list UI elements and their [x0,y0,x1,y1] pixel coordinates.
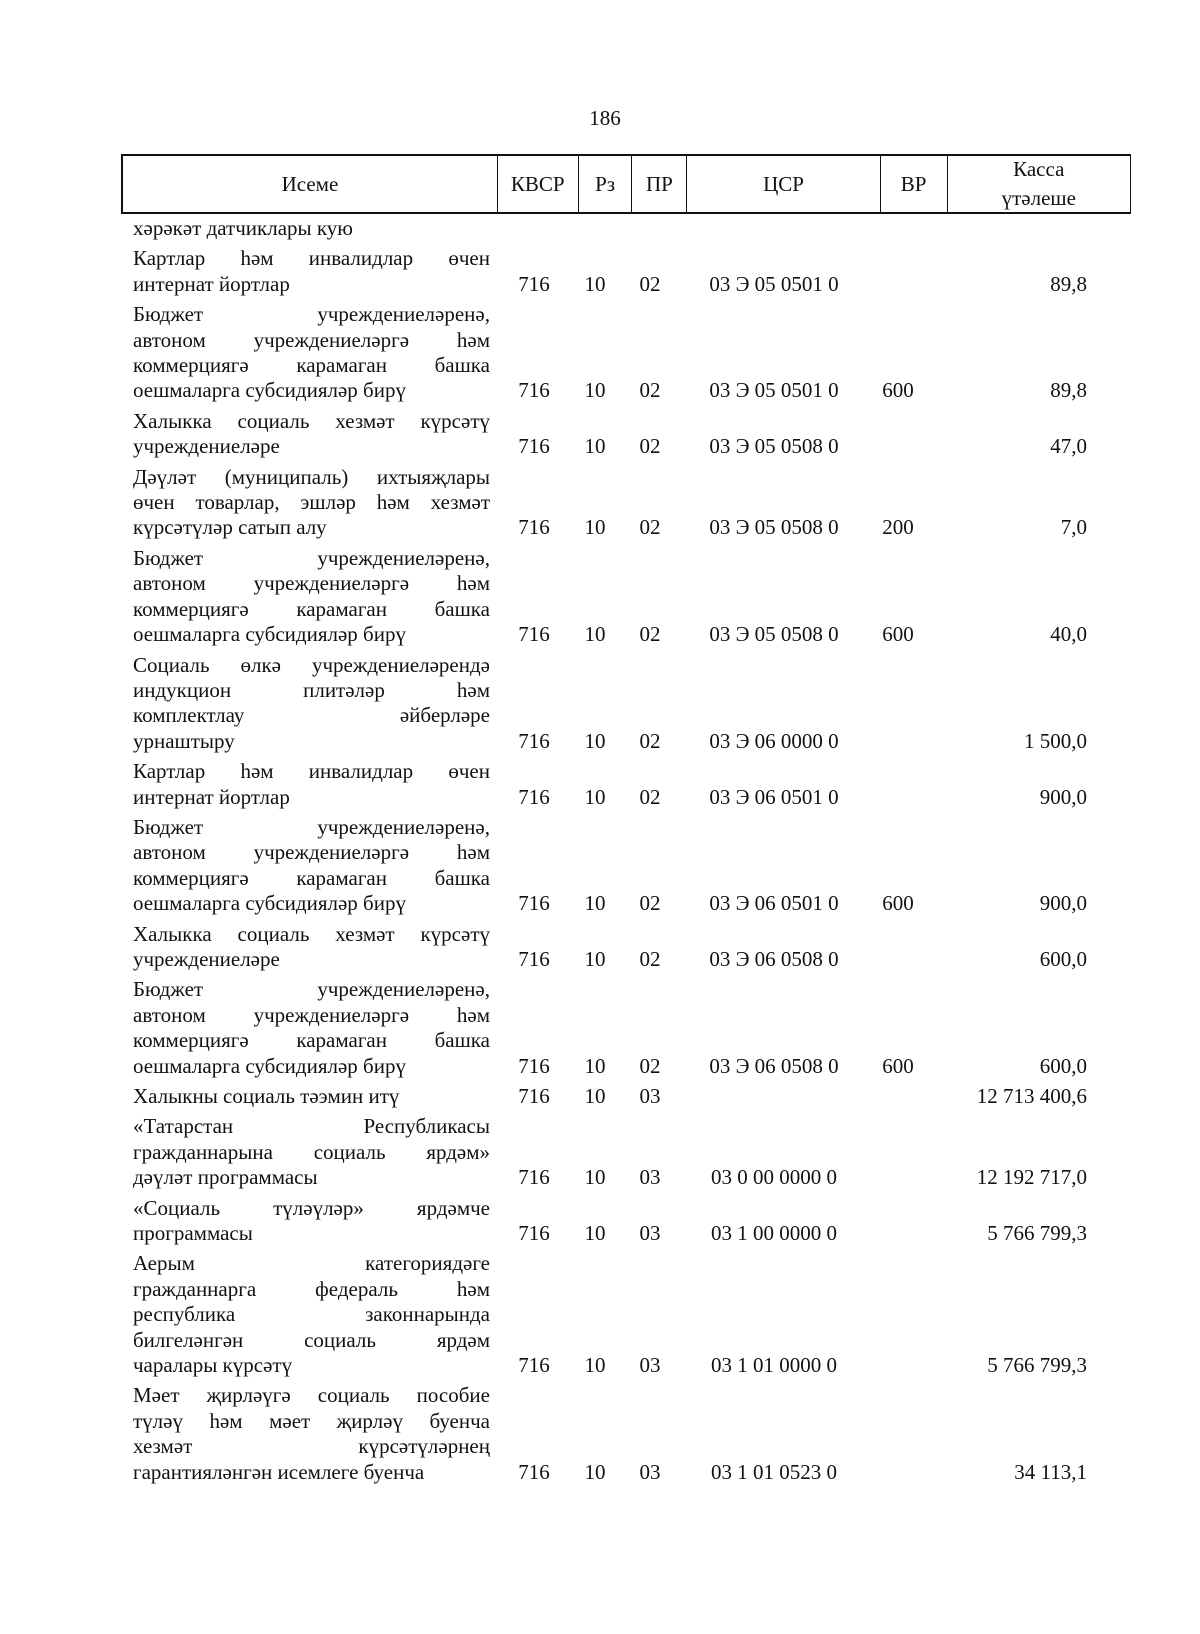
row-name-line: хезмәт күрсәтүләрнең [133,1434,490,1459]
row-name-line: гражданнарга федераль һәм [133,1276,490,1301]
row-kassa: 1 500,0 [1024,728,1087,753]
row-name-line: өчен товарлар, эшләр һәм хезмәт [133,490,490,515]
row-rz: 10 [584,378,606,403]
row-pr: 02 [639,784,661,809]
row-name [133,1084,490,1109]
row-name-line: оешмаларга субсидияләр бирү [133,1053,406,1078]
row-csr: 03 1 01 0000 0 [711,1353,837,1378]
row-kvsr: 716 [518,1053,550,1078]
row-kvsr: 716 [518,434,550,459]
row-pr: 02 [639,271,661,296]
row-csr: 03 1 00 0000 0 [711,1221,837,1246]
row-csr: 03 Э 06 0508 0 [709,1053,839,1078]
table-row [133,465,1133,541]
row-csr: 03 1 01 0523 0 [711,1459,837,1484]
row-rz: 10 [584,1353,606,1378]
row-kvsr: 716 [518,271,550,296]
row-csr: 03 0 00 0000 0 [711,1165,837,1190]
row-kvsr: 716 [518,1353,550,1378]
row-kvsr: 716 [518,946,550,971]
row-csr: 03 Э 05 0508 0 [709,434,839,459]
row-pr: 03 [639,1353,661,1378]
table-row [133,1251,1133,1378]
row-name-line: Социаль өлкә учреждениеләрендә [133,652,490,677]
row-name-line: гражданнарына социаль ярдәм» [133,1139,490,1164]
table-row [133,759,1133,810]
row-kvsr: 716 [518,784,550,809]
row-pr: 03 [639,1084,661,1108]
row-name-line: билгеләнгән социаль ярдәм [133,1327,490,1352]
column-header-kassa-line2: үтәлеше [1001,186,1076,210]
row-name-line: Халыкны социаль тәэмин итү [133,1084,400,1108]
row-name-line: Бюджет учреждениеләренә, [133,302,490,327]
table-row [133,216,1133,241]
row-name-line: оешмаларга субсидияләр бирү [133,891,406,916]
row-pr: 03 [639,1459,661,1484]
row-name-line: урнаштыру [133,728,235,753]
row-vr: 600 [882,378,914,403]
row-pr: 02 [639,378,661,403]
row-name [133,1196,490,1247]
row-csr: 03 Э 06 0501 0 [709,784,839,809]
row-vr: 200 [882,515,914,540]
row-pr: 02 [639,622,661,647]
row-name-line: түләү һәм мәет җирләү буенча [133,1408,490,1433]
row-pr: 02 [639,515,661,540]
row-kassa: 5 766 799,3 [987,1353,1087,1378]
row-pr: 02 [639,891,661,916]
column-header-csr: ЦСР [687,156,880,212]
row-vr: 600 [882,622,914,647]
row-csr: 03 Э 05 0508 0 [709,515,839,540]
row-vr: 600 [882,891,914,916]
table-row [133,1114,1133,1190]
row-rz: 10 [584,728,606,753]
row-name-line: коммерциягә карамаган башка [133,353,490,378]
row-name [133,546,490,648]
row-csr: 03 Э 06 0501 0 [709,891,839,916]
row-name [133,653,490,755]
row-kvsr: 716 [518,1165,550,1190]
table-row [133,977,1133,1079]
row-pr: 02 [639,946,661,971]
row-name [133,216,490,241]
row-kvsr: 716 [518,728,550,753]
row-name-line: автоном учреждениеләргә һәм [133,1002,490,1027]
row-name-line: коммерциягә карамаган башка [133,1028,490,1053]
row-name [133,977,490,1079]
row-name-line: Халыкка социаль хезмәт күрсәтү [133,408,490,433]
table-row [133,302,1133,404]
row-name-line: интернат йортлар [133,784,290,809]
row-kvsr: 716 [518,622,550,647]
column-header-kassa [948,156,1130,212]
row-kvsr: 716 [518,378,550,403]
column-header-kvsr: КВСР [498,156,579,212]
row-rz: 10 [584,1053,606,1078]
row-name [133,1114,490,1190]
row-kassa: 89,8 [1050,271,1087,296]
row-name-line: комплектлау әйберләре [133,703,490,728]
row-name-line: Бюджет учреждениеләренә, [133,814,490,839]
row-name-line: учреждениеләре [133,434,280,459]
column-header-kassa-line1: Касса [1013,157,1065,181]
row-name-line: Картлар һәм инвалидлар өчен [133,246,490,271]
table-row [133,246,1133,297]
row-name-line: дәүләт программасы [133,1165,318,1190]
row-name [133,465,490,541]
table-row [133,653,1133,755]
table-row [133,1383,1133,1485]
row-name-line: Халыкка социаль хезмәт күрсәтү [133,921,490,946]
row-name-line: оешмаларга субсидияләр бирү [133,378,406,403]
row-csr: 03 Э 05 0501 0 [709,271,839,296]
row-kassa: 47,0 [1050,434,1087,459]
row-kvsr: 716 [518,1084,550,1108]
row-kassa: 12 192 717,0 [976,1165,1087,1190]
row-name [133,1383,490,1485]
column-header-rz: Рз [579,156,633,212]
row-kvsr: 716 [518,1221,550,1246]
page-number: 186 [589,106,621,130]
row-rz: 10 [584,891,606,916]
row-pr: 03 [639,1221,661,1246]
row-name-line: индукцион плитәләр һәм [133,677,490,702]
row-name [133,1251,490,1378]
row-csr: 03 Э 06 0508 0 [709,946,839,971]
row-kassa: 7,0 [1060,515,1087,540]
row-name [133,302,490,404]
row-kassa: 34 113,1 [1014,1459,1087,1484]
row-kvsr: 716 [518,515,550,540]
row-name-line: күрсәтүләр сатып алу [133,515,327,540]
table-row [133,409,1133,460]
row-name-line: Мәет җирләүгә социаль пособие [133,1383,490,1408]
row-name-line: хәрәкәт датчиклары кую [133,216,353,240]
row-name [133,759,490,810]
row-name-line: коммерциягә карамаган башка [133,865,490,890]
row-kassa: 600,0 [1039,946,1087,971]
column-header-name: Исеме [123,156,498,212]
row-csr: 03 Э 05 0501 0 [709,378,839,403]
table-row [133,546,1133,648]
table-row [133,815,1133,917]
row-kassa: 12 713 400,6 [976,1084,1087,1108]
row-name-line: Дәүләт (муниципаль) ихтыяҗлары [133,464,490,489]
row-name-line: программасы [133,1221,253,1246]
column-header-vr: ВР [881,156,948,212]
row-rz: 10 [584,271,606,296]
row-name-line: коммерциягә карамаган башка [133,596,490,621]
row-rz: 10 [584,515,606,540]
row-kassa: 600,0 [1039,1053,1087,1078]
row-name-line: учреждениеләре [133,946,280,971]
row-rz: 10 [584,784,606,809]
row-name-line: гарантияләнгән исемлеге буенча [133,1459,425,1484]
table-row [133,1084,1133,1109]
row-name-line: автоном учреждениеләргә һәм [133,571,490,596]
row-rz: 10 [584,1165,606,1190]
row-name [133,409,490,460]
row-name [133,922,490,973]
row-kvsr: 716 [518,1459,550,1484]
row-name-line: чаралары күрсәтү [133,1353,293,1378]
row-kassa: 900,0 [1039,784,1087,809]
row-rz: 10 [584,946,606,971]
row-name-line: автоном учреждениеләргә һәм [133,327,490,352]
row-rz: 10 [584,1221,606,1246]
row-rz: 10 [584,434,606,459]
row-name-line: республика законнарында [133,1302,490,1327]
row-name-line: Бюджет учреждениеләренә, [133,545,490,570]
row-rz: 10 [584,1084,606,1108]
row-kvsr: 716 [518,891,550,916]
row-name [133,246,490,297]
table-body [133,216,1133,1490]
row-kassa: 40,0 [1050,622,1087,647]
table-row [133,1196,1133,1247]
row-name-line: Аерым категориядәге [133,1251,490,1276]
row-pr: 02 [639,728,661,753]
row-rz: 10 [584,1459,606,1484]
row-name-line: Бюджет учреждениеләренә, [133,977,490,1002]
row-kassa: 5 766 799,3 [987,1221,1087,1246]
row-csr: 03 Э 06 0000 0 [709,728,839,753]
row-name [133,815,490,917]
row-name-line: «Татарстан Республикасы [133,1114,490,1139]
table-header [121,154,1131,214]
row-name-line: интернат йортлар [133,271,290,296]
row-name-line: Картлар һәм инвалидлар өчен [133,759,490,784]
row-pr: 02 [639,434,661,459]
row-kassa: 900,0 [1039,891,1087,916]
row-name-line: «Социаль түләүләр» ярдәмче [133,1195,490,1220]
row-name-line: автоном учреждениеләргә һәм [133,840,490,865]
column-header-pr: ПР [632,156,687,212]
row-name-line: оешмаларга субсидияләр бирү [133,622,406,647]
row-rz: 10 [584,622,606,647]
row-pr: 02 [639,1053,661,1078]
row-kassa: 89,8 [1050,378,1087,403]
row-csr: 03 Э 05 0508 0 [709,622,839,647]
row-pr: 03 [639,1165,661,1190]
table-row [133,922,1133,973]
row-vr: 600 [882,1053,914,1078]
